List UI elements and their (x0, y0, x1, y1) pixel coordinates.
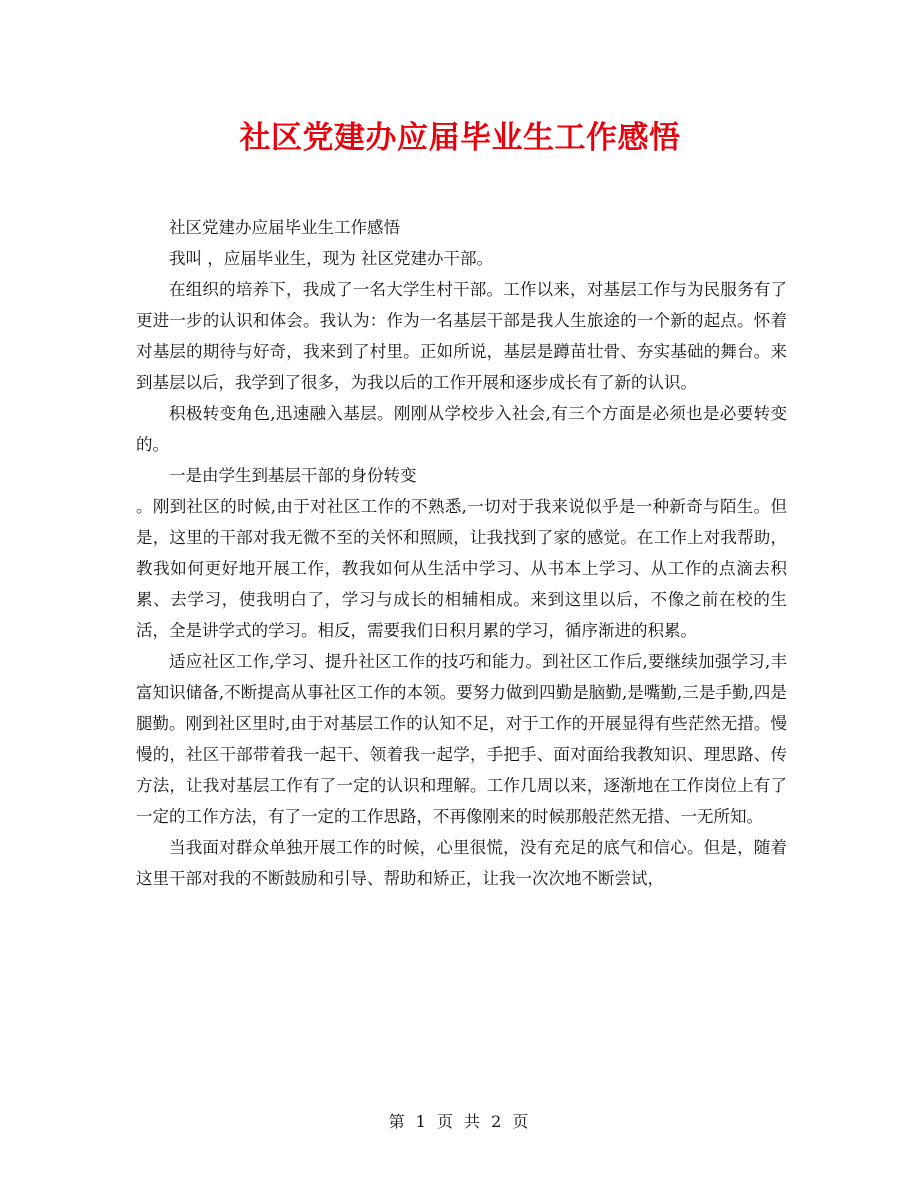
document-body (136, 212, 787, 894)
paragraph: 在组织的培养下，我成了一名大学生村干部。工作以来，对基层工作与为民服务有了更进一步的认识和体会。我认为：作为一名基层干部是我人生旅途的一个新的起点。怀着对基层的期待与好奇，我来到了村里。正如所说，基层是蹲苗壮骨、夯实基础的舞台。来到基层以后，我学到了很多，为我以后的工作开展和逐步成长有了新的认识。 (136, 280, 787, 392)
document-title: 社区党建办应届毕业生工作感悟 (239, 120, 681, 156)
paragraph: 。刚到社区的时候,由于对社区工作的不熟悉,一切对于我来说似乎是一种新奇与陌生。但是，这里的干部对我无微不至的关怀和照顾，让我找到了家的感觉。在工作上对我帮助，教我如何更好地开展工作，教我如何从生活中学习、从书本上学习、从工作的点滴去积累、去学习，使我明白了，学习与成长的相辅相成。来到这里以后，不像之前在校的生活，全是讲学式的学习。相反，需要我们日积月累的学习，循序渐进的积累。 (136, 497, 787, 640)
paragraph-subtitle: 社区党建办应届毕业生工作感悟 (169, 218, 400, 237)
paragraph-heading: 一是由学生到基层干部的身份转变 (169, 466, 417, 485)
paragraph: 当我面对群众单独开展工作的时候，心里很慌，没有充足的底气和信心。但是，随着这里干部对我的不断鼓励和引导、帮助和矫正，让我一次次地不断尝试， (136, 838, 787, 888)
paragraph-introduction: 我叫 ，应届毕业生，现为 社区党建办干部。 (169, 249, 493, 268)
page-number-footer: 第 1 页 共 2 页 (388, 1112, 532, 1131)
paragraph: 适应社区工作,学习、提升社区工作的技巧和能力。到社区工作后,要继续加强学习,丰富知识储备,不断提高从事社区工作的本领。要努力做到四勤是脑勤,是嘴勤,三是手勤,四是腿勤。刚到社区里时,由于对基层工作的认知不足，对于工作的开展显得有些茫然无措。慢慢的，社区干部带着我一起干、领着我一起学，手把手、面对面给我教知识、理思路、传方法，让我对基层工作有了一定的认识和理解。工作几周以来，逐渐地在工作岗位上有了一定的工作方法，有了一定的工作思路，不再像刚来的时候那般茫然无措、一无所知。 (136, 652, 787, 826)
paragraph: 积极转变角色,迅速融入基层。刚刚从学校步入社会,有三个方面是必须也是必要转变的。 (136, 404, 787, 454)
